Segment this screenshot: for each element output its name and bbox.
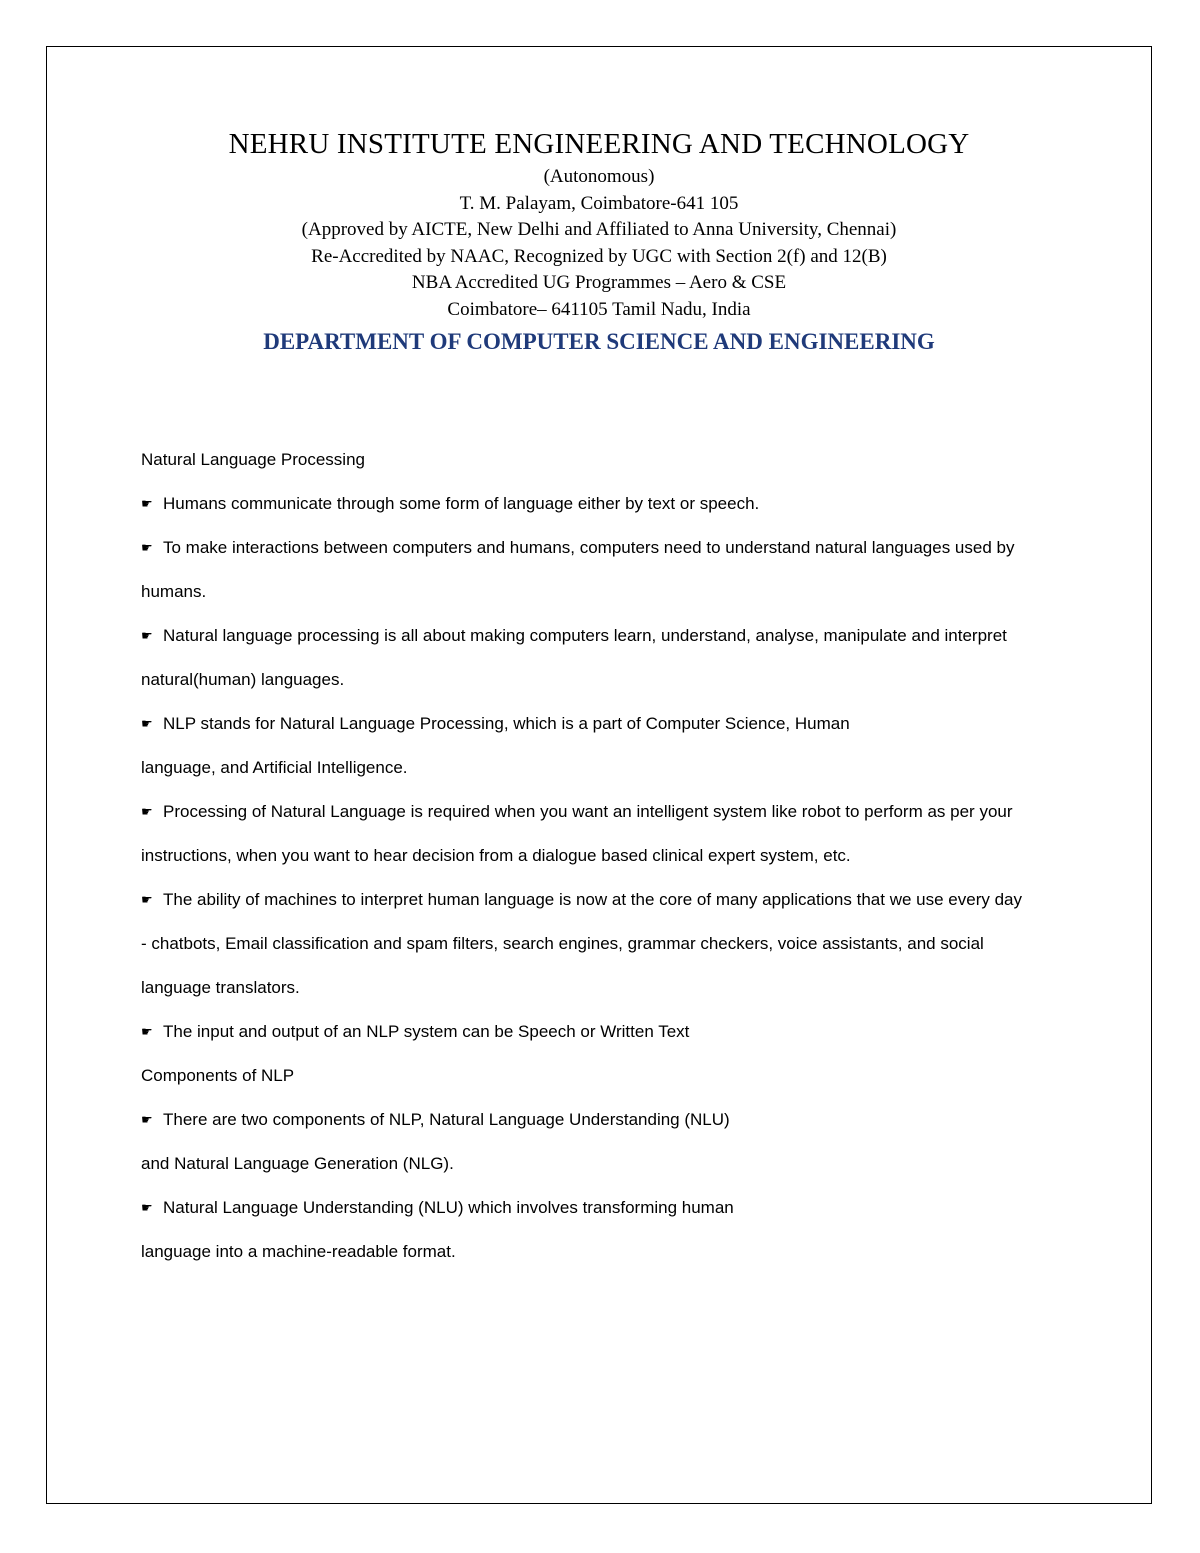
approval-line: (Approved by AICTE, New Delhi and Affiliated to Anna University, Chennai) [301, 219, 897, 240]
paragraph-text: Processing of Natural Language is required when you want an intelligent system like robot to perform as per your [163, 802, 1013, 821]
pointing-hand-icon: ☛ [141, 1024, 153, 1039]
department-title: DEPARTMENT OF COMPUTER SCIENCE AND ENGINEERING [263, 329, 935, 354]
bullet-paragraph [141, 622, 1056, 650]
paragraph-text: humans. [141, 582, 207, 601]
pointing-hand-icon: ☛ [141, 1200, 153, 1215]
pointing-hand-icon: ☛ [141, 628, 153, 643]
pointing-hand-icon: ☛ [141, 496, 153, 511]
paragraph-text: and Natural Language Generation (NLG). [141, 1154, 454, 1173]
autonomous-line: (Autonomous) [543, 166, 655, 187]
paragraph-text: Humans communicate through some form of language either by text or speech. [163, 494, 760, 513]
paragraph-text: natural(human) languages. [141, 670, 345, 689]
document-header [46, 124, 1152, 359]
paragraph-text: language translators. [141, 978, 300, 997]
paragraph-text: To make interactions between computers and humans, computers need to understand natural languages used by [163, 538, 1015, 557]
location-line: Coimbatore– 641105 Tamil Nadu, India [447, 298, 751, 320]
paragraph-text: The ability of machines to interpret human language is now at the core of many applications that we use every day [163, 890, 1022, 909]
bullet-paragraph [141, 534, 1056, 562]
pointing-hand-icon: ☛ [141, 892, 153, 907]
bullet-paragraph [141, 710, 1056, 738]
bullet-paragraph [141, 1194, 1056, 1222]
bullet-paragraph [141, 886, 1056, 914]
paragraph-text: Natural Language Understanding (NLU) which involves transforming human [163, 1198, 734, 1217]
accreditation-line: Re-Accredited by NAAC, Recognized by UGC with Section 2(f) and 12(B) [311, 245, 887, 267]
paragraph [141, 666, 1056, 694]
paragraph [141, 1062, 1056, 1090]
paragraph [141, 1150, 1056, 1178]
paragraph-text: NLP stands for Natural Language Processing, which is a part of Computer Science, Human [163, 714, 850, 733]
paragraph [141, 930, 1056, 958]
institute-title: NEHRU INSTITUTE ENGINEERING AND TECHNOLOGY [228, 128, 970, 160]
paragraph [141, 446, 1056, 474]
paragraph-text: language into a machine-readable format. [141, 1242, 456, 1261]
pointing-hand-icon: ☛ [141, 1112, 153, 1127]
paragraph [141, 754, 1056, 782]
paragraph [141, 974, 1056, 1002]
bullet-paragraph [141, 490, 1056, 518]
bullet-paragraph [141, 1018, 1056, 1046]
paragraph [141, 578, 1056, 606]
paragraph-text: - chatbots, Email classification and spam filters, search engines, grammar checkers, voice assistants, and social [141, 934, 984, 953]
paragraph-text: There are two components of NLP, Natural Language Understanding (NLU) [163, 1110, 730, 1129]
bullet-paragraph [141, 1106, 1056, 1134]
pointing-hand-icon: ☛ [141, 716, 153, 731]
pointing-hand-icon: ☛ [141, 540, 153, 555]
bullet-paragraph [141, 798, 1056, 826]
paragraph [141, 1238, 1056, 1266]
paragraph [141, 842, 1056, 870]
nba-line: NBA Accredited UG Programmes – Aero & CSE [411, 272, 787, 293]
paragraph-text: Natural language processing is all about making computers learn, understand, analyse, manipulate and interpret [163, 626, 1007, 645]
document-body [141, 446, 1056, 1282]
paragraph-text: language, and Artificial Intelligence. [141, 758, 408, 777]
address-line: T. M. Palayam, Coimbatore-641 105 [459, 192, 739, 214]
paragraph-text: Natural Language Processing [141, 450, 365, 469]
paragraph-text: Components of NLP [141, 1066, 295, 1085]
paragraph-text: instructions, when you want to hear decision from a dialogue based clinical expert system, etc. [141, 846, 851, 865]
paragraph-text: The input and output of an NLP system can be Speech or Written Text [163, 1022, 690, 1041]
pointing-hand-icon: ☛ [141, 804, 153, 819]
